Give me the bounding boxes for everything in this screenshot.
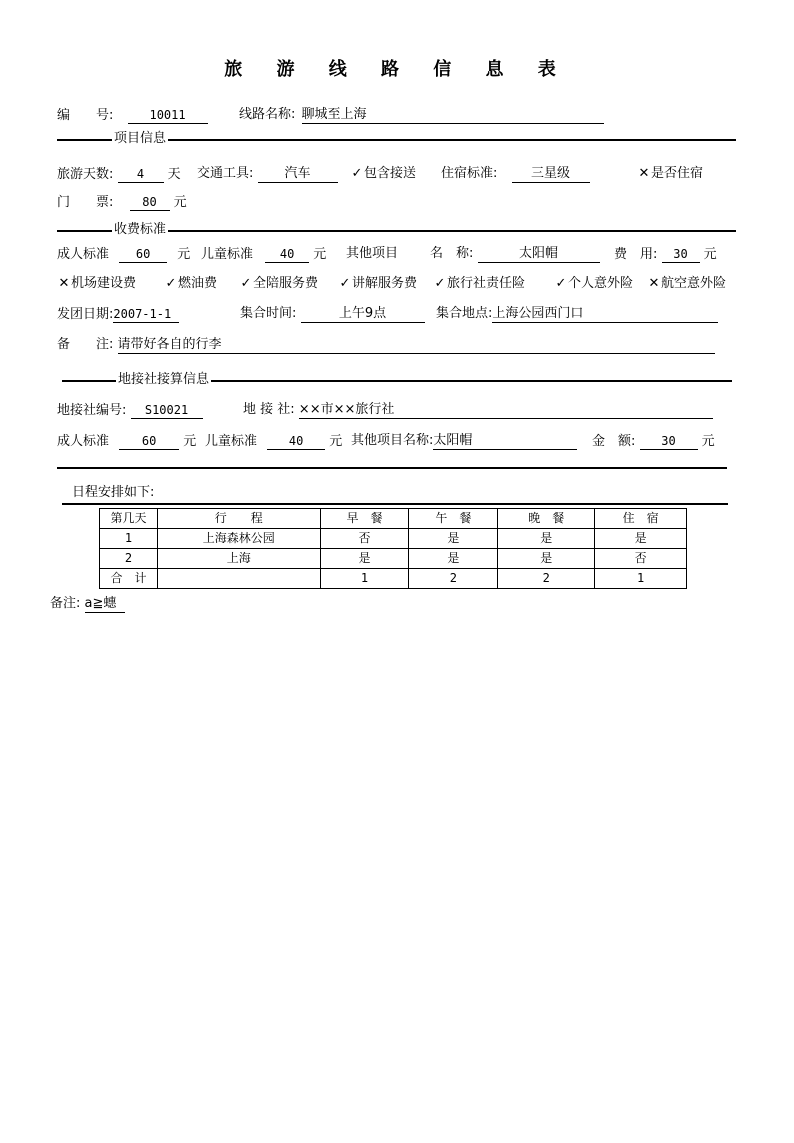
other-name-value: 太阳帽 <box>478 246 600 263</box>
table-cell: 是 <box>498 549 595 569</box>
fee-option-label: 全陪服务费 <box>253 276 319 291</box>
local-bottom-rule <box>57 467 727 469</box>
table-cell: 1 <box>595 569 687 589</box>
fee-option-label: 个人意外险 <box>568 276 634 291</box>
footer-note <box>50 596 125 613</box>
fee-option-fuel[interactable] <box>164 276 217 292</box>
adult-fee-unit: 元 <box>177 247 191 262</box>
child-fee-value: 40 <box>265 246 309 263</box>
route-code-field <box>57 107 208 124</box>
gather-place-field <box>436 306 718 323</box>
local-amount-label: 金 额: <box>592 434 636 449</box>
fee-option-air-accident[interactable] <box>647 276 726 292</box>
adult-fee-field <box>57 246 190 263</box>
table-cell: 1 <box>320 569 409 589</box>
ticket-field <box>57 194 187 211</box>
adult-fee-label: 成人标准 <box>57 247 110 262</box>
child-fee-label: 儿童标准 <box>201 247 254 262</box>
hotel-standard-label: 住宿标准: <box>441 166 498 181</box>
local-amount-unit: 元 <box>701 434 715 449</box>
table-cell: 是 <box>409 549 498 569</box>
gather-place-value: 上海公园西门口 <box>492 306 718 323</box>
local-code-field <box>57 402 203 419</box>
schedule-total-row <box>100 569 687 589</box>
fees-section-label: 收费标准 <box>114 222 167 237</box>
table-cell: 是 <box>320 549 409 569</box>
col-breakfast-header: 早 餐 <box>320 509 409 529</box>
tour-days-label: 旅游天数: <box>57 167 114 182</box>
other-cost-field <box>614 246 717 263</box>
local-other-label: 其他项目名称: <box>351 433 434 448</box>
local-code-value: S10021 <box>131 402 203 419</box>
route-code-value: 10011 <box>128 107 208 124</box>
check-icon: ✓ <box>351 166 363 181</box>
fee-option-agency-liability[interactable] <box>433 276 525 292</box>
table-cell: 是 <box>409 529 498 549</box>
local-other-field <box>351 433 577 450</box>
col-lunch-header: 午 餐 <box>409 509 498 529</box>
check-icon: ✓ <box>434 276 446 291</box>
footer-note-value: a≧蟪 <box>85 596 125 613</box>
cross-icon: ✕ <box>58 276 70 291</box>
local-child-field <box>205 433 342 450</box>
transport-value: 汽车 <box>258 166 338 183</box>
col-itinerary-header: 行 程 <box>157 509 320 529</box>
gather-place-label: 集合地点: <box>436 306 493 321</box>
local-amount-value: 30 <box>640 433 698 450</box>
route-name-value: 聊城至上海 <box>302 107 604 124</box>
local-adult-unit: 元 <box>183 434 197 449</box>
schedule-heading: 日程安排如下: <box>72 485 155 500</box>
fee-option-label: 旅行社责任险 <box>447 276 526 291</box>
fee-option-personal-accident[interactable] <box>554 276 633 292</box>
table-row <box>100 529 687 549</box>
child-fee-field <box>201 246 326 263</box>
table-cell: 上海 <box>157 549 320 569</box>
project-section-label: 项目信息 <box>114 131 167 146</box>
gather-time-label: 集合时间: <box>240 306 297 321</box>
schedule-table <box>99 508 687 589</box>
table-row <box>100 549 687 569</box>
fee-option-airport[interactable] <box>57 276 136 292</box>
fee-option-label: 航空意外险 <box>661 276 727 291</box>
local-agency-value: ××市××旅行社 <box>299 402 713 419</box>
other-name-field <box>430 246 600 263</box>
table-cell: 上海森林公园 <box>157 529 320 549</box>
local-agency-field <box>243 402 713 419</box>
check-icon: ✓ <box>339 276 351 291</box>
pickup-label: 包含接送 <box>364 166 417 181</box>
pickup-option[interactable] <box>350 166 416 182</box>
fee-option-escort[interactable] <box>239 276 318 292</box>
gather-time-field <box>240 306 425 323</box>
other-cost-label: 费 用: <box>614 247 658 262</box>
table-cell: 2 <box>409 569 498 589</box>
stay-option[interactable] <box>637 166 703 182</box>
hotel-standard-value: 三星级 <box>512 166 590 183</box>
local-adult-value: 60 <box>119 433 179 450</box>
local-child-unit: 元 <box>329 434 343 449</box>
table-cell: 是 <box>498 529 595 549</box>
cross-icon: ✕ <box>638 166 650 181</box>
footer-note-label: 备注: <box>50 596 81 611</box>
fees-note-field <box>57 337 715 354</box>
route-code-label: 编 号: <box>57 108 114 123</box>
other-name-label: 名 称: <box>430 246 474 261</box>
check-icon: ✓ <box>240 276 252 291</box>
depart-date-field <box>57 306 179 323</box>
fees-note-label: 备 注: <box>57 337 114 352</box>
fee-option-label: 燃油费 <box>178 276 218 291</box>
local-child-label: 儿童标准 <box>205 434 258 449</box>
fee-option-label: 机场建设费 <box>71 276 137 291</box>
local-amount-field <box>592 433 715 450</box>
page-title: 旅 游 线 路 信 息 表 <box>224 59 570 80</box>
table-cell: 否 <box>320 529 409 549</box>
route-name-label: 线路名称: <box>239 107 296 122</box>
table-cell: 否 <box>595 549 687 569</box>
adult-fee-value: 60 <box>119 246 167 263</box>
transport-label: 交通工具: <box>197 166 254 181</box>
child-fee-unit: 元 <box>313 247 327 262</box>
table-cell: 1 <box>100 529 158 549</box>
tour-days-unit: 天 <box>167 167 181 182</box>
table-cell: 合 计 <box>100 569 158 589</box>
other-items-label: 其他项目 <box>346 246 399 261</box>
local-adult-label: 成人标准 <box>57 434 110 449</box>
hotel-standard-field <box>441 166 590 183</box>
depart-date-value: 2007-1-1 <box>113 306 179 323</box>
cross-icon: ✕ <box>648 276 660 291</box>
stay-label: 是否住宿 <box>651 166 704 181</box>
schedule-header-row <box>100 509 687 529</box>
local-other-value: 太阳帽 <box>433 433 577 450</box>
gather-time-value: 上午9点 <box>301 306 425 323</box>
other-cost-value: 30 <box>662 246 700 263</box>
local-adult-field <box>57 433 196 450</box>
route-name-field <box>239 107 604 124</box>
fee-option-label: 讲解服务费 <box>352 276 418 291</box>
fees-note-value: 请带好各自的行李 <box>118 337 715 354</box>
table-cell: 2 <box>100 549 158 569</box>
schedule-heading-rule <box>62 503 728 505</box>
transport-field <box>197 166 338 183</box>
local-section-label: 地接社接算信息 <box>118 372 210 387</box>
col-lodging-header: 住 宿 <box>595 509 687 529</box>
table-cell: 是 <box>595 529 687 549</box>
local-child-value: 40 <box>267 433 325 450</box>
tour-days-field <box>57 166 181 183</box>
ticket-value: 80 <box>130 194 170 211</box>
depart-date-label: 发团日期: <box>57 307 114 322</box>
table-cell <box>157 569 320 589</box>
ticket-unit: 元 <box>173 195 187 210</box>
local-code-label: 地接社编号: <box>57 403 127 418</box>
col-dinner-header: 晚 餐 <box>498 509 595 529</box>
local-agency-label: 地 接 社: <box>243 402 295 417</box>
col-day-header: 第几天 <box>100 509 158 529</box>
fee-option-guide[interactable] <box>338 276 417 292</box>
ticket-label: 门 票: <box>57 195 114 210</box>
check-icon: ✓ <box>555 276 567 291</box>
tour-days-value: 4 <box>118 166 164 183</box>
other-cost-unit: 元 <box>703 247 717 262</box>
check-icon: ✓ <box>165 276 177 291</box>
table-cell: 2 <box>498 569 595 589</box>
